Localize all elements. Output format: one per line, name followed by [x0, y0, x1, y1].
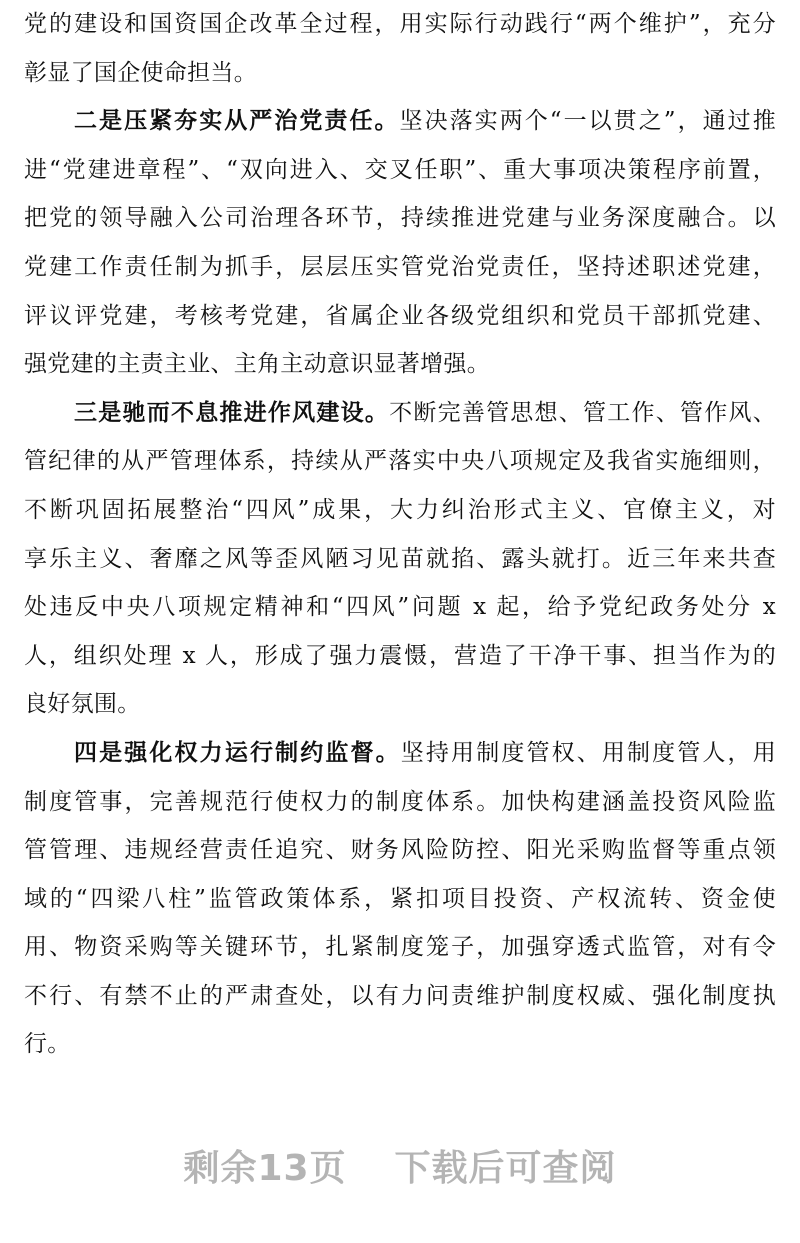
section-lead: 四是强化权力运行制约监督。	[74, 738, 401, 766]
remaining-pages-label: 剩余13页	[183, 1148, 347, 1189]
text-line: 享乐主义、奢靡之风等歪风陋习见苗就掐、露头就打。近三年来共查	[24, 545, 776, 572]
text-line: 彰显了国企使命担当。	[24, 59, 257, 86]
text-line: 管纪律的从严管理体系，持续从严落实中央八项规定及我省实施细则，	[24, 448, 776, 475]
text-line: 强党建的主责主业、主角主动意识显著增强。	[24, 351, 490, 378]
text-line: 把党的领导融入公司治理各环节，持续推进党建与业务深度融合。以	[24, 205, 776, 232]
section-first-line	[24, 729, 776, 778]
document-body	[24, 0, 776, 1069]
section-first-text: 坚持用制度管权、用制度管人，用	[400, 739, 776, 766]
text-line: 评议评党建，考核考党建，省属企业各级党组织和党员干部抓党建、	[24, 302, 776, 329]
section-first-text: 坚决落实两个“一以贯之”，通过推	[399, 108, 776, 135]
text-line: 党的建设和国资国企改革全过程，用实际行动践行“两个维护”，充分	[24, 11, 776, 37]
section-first-line	[24, 389, 776, 438]
text-line: 域的“四梁八柱”监管政策体系，紧扣项目投资、产权流转、资金使	[24, 885, 776, 912]
section-first-line	[24, 97, 776, 146]
section-lead: 三是驰而不息推进作风建设。	[74, 398, 390, 426]
text-line: 处违反中央八项规定精神和“四风”问题 x 起，给予党纪政务处分 x	[24, 594, 776, 621]
text-line: 良好氛围。	[24, 691, 141, 718]
download-to-view-label[interactable]: 下载后可查阅	[394, 1148, 617, 1189]
text-line: 管管理、违规经营责任追究、财务风险防控、阳光采购监督等重点领	[24, 837, 776, 864]
text-line: 用、物资采购等关键环节，扎紧制度笼子，加强穿透式监管，对有令	[24, 934, 776, 961]
section-first-text: 不断完善管思想、管工作、管作风、	[389, 399, 776, 426]
text-line: 不断巩固拓展整治“四风”成果，大力纠治形式主义、官僚主义，对	[24, 496, 776, 523]
text-line: 不行、有禁不止的严肃查处，以有力问责维护制度权威、强化制度执	[24, 982, 776, 1009]
text-line: 行。	[24, 1031, 71, 1058]
text-line: 制度管事，完善规范行使权力的制度体系。加快构建涵盖投资风险监	[24, 788, 776, 815]
text-line: 人，组织处理 x 人，形成了强力震慑，营造了干净干事、担当作为的	[24, 642, 776, 669]
text-line: 进“党建进章程”、“双向进入、交叉任职”、重大事项决策程序前置，	[24, 156, 776, 183]
download-prompt[interactable]	[0, 1140, 800, 1191]
text-line: 党建工作责任制为抓手，层层压实管党治党责任，坚持述职述党建，	[24, 253, 776, 280]
section-lead: 二是压紧夯实从严治党责任。	[74, 107, 400, 135]
